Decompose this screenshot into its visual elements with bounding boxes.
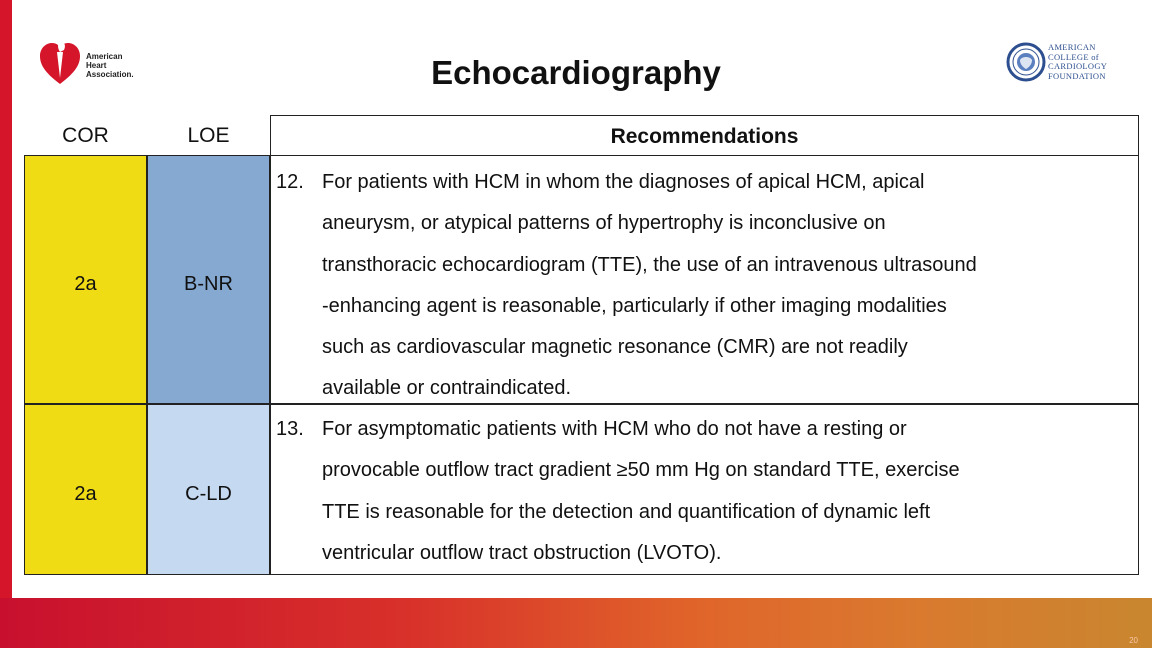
cor-value: 2a bbox=[74, 273, 97, 295]
recommendation-13 bbox=[276, 409, 1136, 574]
recommendation-12 bbox=[276, 162, 1136, 410]
recommendation-line: such as cardiovascular magnetic resonance (CMR) are not readily bbox=[322, 336, 908, 359]
recommendations-table bbox=[24, 115, 1139, 575]
footer-band bbox=[0, 598, 1152, 648]
page-number: 20 bbox=[1129, 636, 1138, 645]
header-recommendations: Recommendations bbox=[610, 125, 799, 148]
aha-logo-text: American Heart Association. bbox=[86, 52, 134, 79]
loe-value: B-NR bbox=[184, 273, 233, 295]
header-loe: LOE bbox=[187, 124, 230, 147]
acc-logo-text: AMERICAN COLLEGE of CARDIOLOGY FOUNDATION bbox=[1048, 42, 1108, 81]
header-cor: COR bbox=[62, 124, 109, 147]
cor-value: 2a bbox=[74, 483, 97, 505]
recommendation-line: transthoracic echocardiogram (TTE), the use of an intravenous ultrasound bbox=[322, 253, 977, 276]
recommendation-line: -enhancing agent is reasonable, particularly if other imaging modalities bbox=[322, 294, 947, 317]
loe-value: C-LD bbox=[185, 483, 232, 505]
recommendation-line: TTE is reasonable for the detection and quantification of dynamic left bbox=[322, 500, 931, 523]
recommendation-number: 13. bbox=[276, 418, 304, 440]
recommendation-line: For patients with HCM in whom the diagnoses of apical HCM, apical bbox=[322, 171, 925, 193]
slide-title: Echocardiography bbox=[431, 54, 721, 91]
recommendation-line: available or contraindicated. bbox=[322, 377, 572, 400]
recommendation-number: 12. bbox=[276, 171, 304, 193]
recommendation-line: For asymptomatic patients with HCM who do not have a resting or bbox=[322, 418, 907, 440]
recommendation-line: aneurysm, or atypical patterns of hypertrophy is inconclusive on bbox=[322, 212, 886, 235]
recommendation-line: provocable outflow tract gradient ≥50 mm Hg on standard TTE, exercise bbox=[322, 459, 960, 482]
header-recommendations-cell bbox=[270, 115, 1139, 156]
recommendation-line: ventricular outflow tract obstruction (LVOTO). bbox=[322, 541, 722, 564]
